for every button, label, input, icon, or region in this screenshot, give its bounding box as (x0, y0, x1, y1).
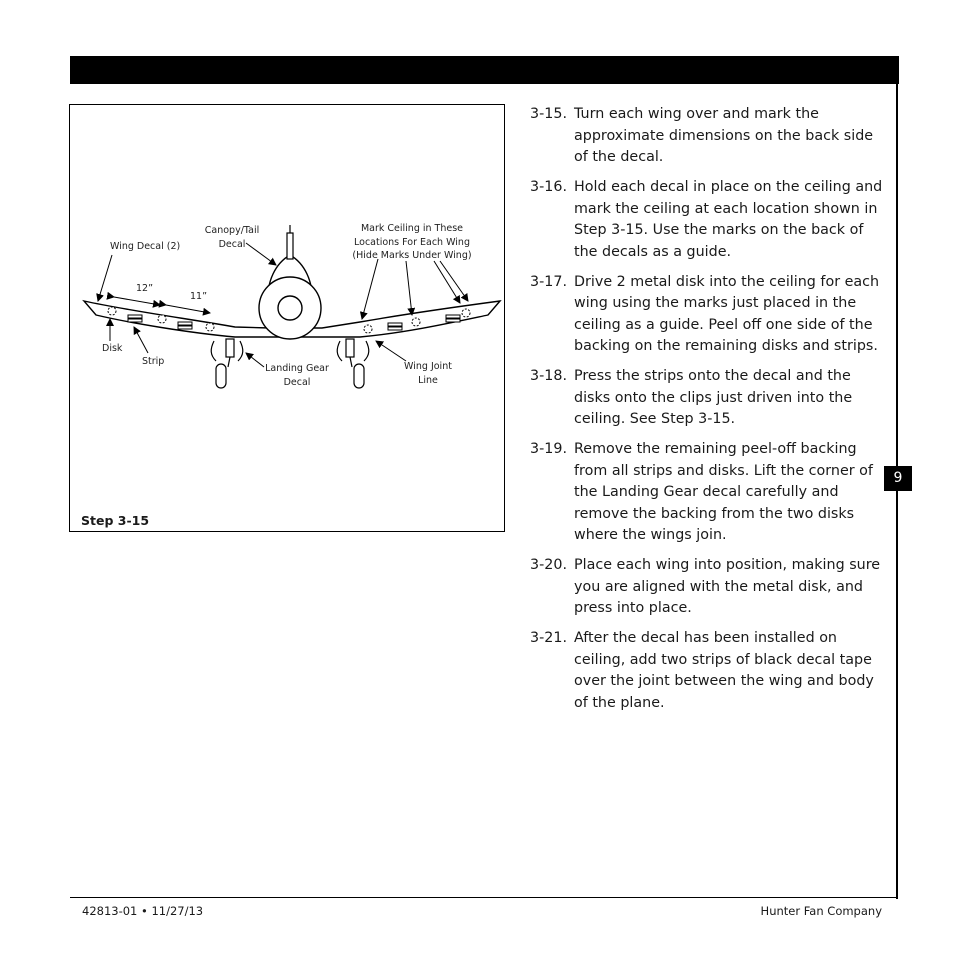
step-text: Drive 2 metal disk into the ceiling for each wing using the marks just placed in the ceiling as a guide. Peel off one side of the backing on the remaining disks and strips. (574, 273, 880, 354)
label-wing-decal: Wing Decal (2) (110, 241, 181, 252)
step-number: 3-21. (530, 630, 567, 646)
step-text: After the decal has been installed on ceiling, add two strips of black decal tape over the joint between the wing and body of the plane. (574, 630, 874, 711)
landing-gear-left (211, 339, 243, 388)
step-text: Turn each wing over and mark the approximate dimensions on the back side of the decal. (574, 106, 874, 165)
label-mark-ceiling-2: Locations For Each Wing (354, 237, 470, 248)
step-text: Hold each decal in place on the ceiling and mark the ceiling at each location shown in Step 3-15. Use the marks on the back of the decals as a guide. (574, 179, 883, 260)
label-disk: Disk (102, 343, 123, 354)
step-number: 3-19. (530, 441, 567, 457)
dimension-12-line (114, 297, 160, 305)
step-item (530, 104, 890, 169)
label-mark-ceiling-1: Mark Ceiling in These (360, 223, 464, 234)
step-item (530, 439, 890, 547)
step-figure (69, 104, 505, 532)
airplane-diagram (70, 105, 506, 533)
label-canopy-tail-1: Canopy/Tail (204, 225, 260, 236)
label-canopy-tail-2: Decal (218, 239, 246, 250)
label-mark-ceiling-3: (Hide Marks Under Wing) (352, 250, 472, 261)
step-item (530, 177, 890, 263)
footer-company: Hunter Fan Company (760, 904, 882, 918)
landing-gear-right (337, 339, 369, 388)
step-item (530, 555, 890, 620)
footer-doc-id: 42813-01 • 11/27/13 (82, 904, 204, 918)
label-landing-gear-1: Landing Gear (265, 363, 329, 374)
step-number: 3-20. (530, 557, 567, 573)
label-wing-joint-1: Wing Joint (404, 361, 452, 372)
label-landing-gear-2: Decal (283, 377, 311, 388)
label-wing-joint-2: Line (418, 375, 438, 386)
page-number-tab: 9 (884, 466, 912, 491)
step-text: Press the strips onto the decal and the disks onto the clips just driven into the ceiling. See Step 3-15. (574, 368, 853, 427)
label-dimension-12: 12” (136, 283, 154, 294)
header-bar (70, 56, 899, 84)
tail-fin (287, 233, 293, 259)
label-strip: Strip (142, 356, 165, 367)
step-item (530, 272, 890, 358)
propeller-hub (278, 296, 302, 320)
step-number: 3-16. (530, 179, 567, 195)
label-dimension-11: 11” (190, 291, 208, 302)
step-text: Remove the remaining peel-off backing from all strips and disks. Lift the corner of the Landing Gear decal carefully and remove the backing from the two disks where the wings join. (574, 441, 873, 543)
dimension-11-line (166, 305, 210, 313)
instruction-steps (530, 104, 890, 723)
step-number: 3-18. (530, 368, 567, 384)
step-number: 3-17. (530, 273, 567, 290)
step-item (530, 628, 890, 714)
step-item (530, 366, 890, 431)
step-number: 3-15. (530, 106, 567, 122)
step-text: Place each wing into position, making sure you are aligned with the metal disk, and press into place. (574, 557, 881, 616)
bottom-rule (70, 897, 898, 898)
figure-caption: Step 3-15 (81, 513, 150, 528)
